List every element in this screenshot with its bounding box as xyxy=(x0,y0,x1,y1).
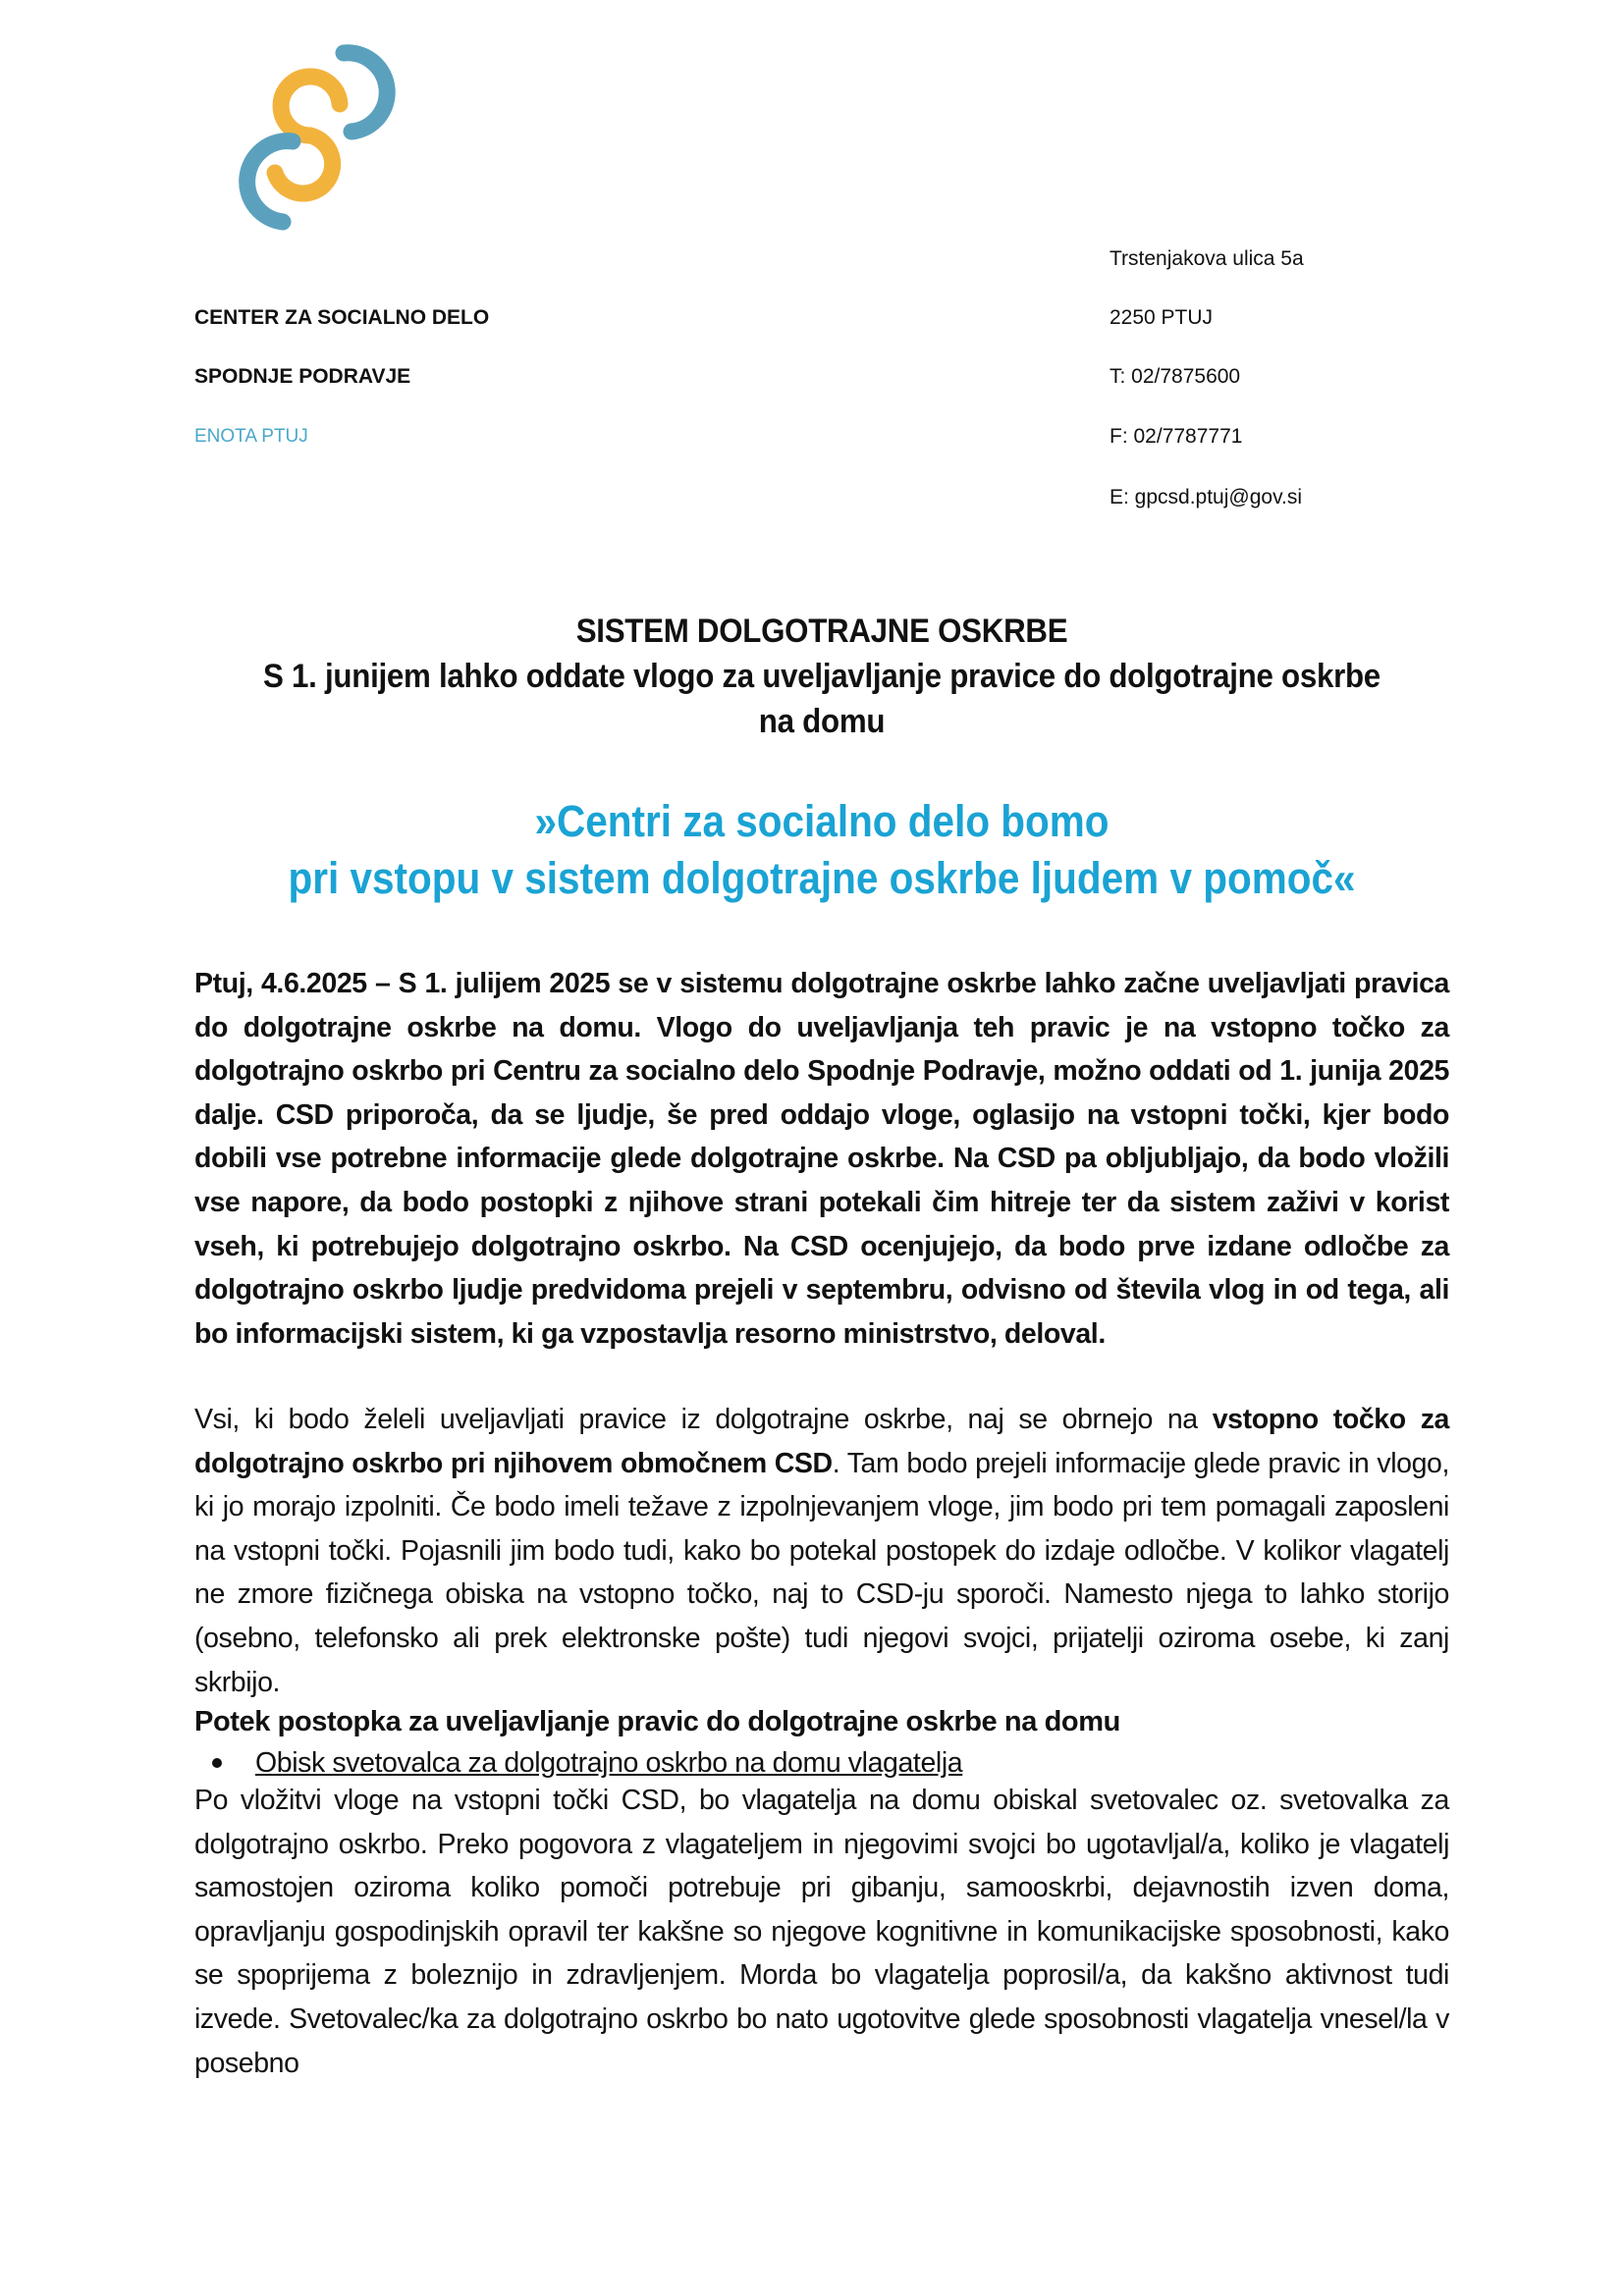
document-heading xyxy=(194,609,1449,744)
second-paragraph-before: Vsi, ki bodo želeli uveljavljati pravice iz dolgotrajne oskrbe, naj se obrnejo na xyxy=(194,1404,1213,1435)
contact-phone: T: 02/7875600 xyxy=(1110,365,1241,388)
org-name-line1: CENTER ZA SOCIALNO DELO xyxy=(194,306,490,329)
contact-city: 2250 PTUJ xyxy=(1110,306,1214,329)
quote-line2: pri vstopu v sistem dolgotrajne oskrbe ljudem v pomoč« xyxy=(288,853,1356,903)
section-title: Potek postopka za uveljavljanje pravic do dolgotrajne oskrbe na domu xyxy=(194,1706,1120,1737)
org-name-line2: SPODNJE PODRAVJE xyxy=(194,365,411,388)
document-subtitle: S 1. junijem lahko oddate vlogo za uveljavljanje pravice do dolgotrajne oskrbe na domu xyxy=(263,658,1380,740)
contact-email: E: gpcsd.ptuj@gov.si xyxy=(1110,486,1303,508)
lead-paragraph: Ptuj, 4.6.2025 – S 1. julijem 2025 se v sistemu dolgotrajne oskrbe lahko začne uveljavljati pravica do dolgotrajne oskrbe na domu. Vlogo do uveljavljanja teh pravic je na vstopno točko za dolgotrajno oskrbo pri Centru za socialno delo Spodnje Podravje, možno oddati od 1. junija 2025 dalje. CSD priporoča, da se ljudje, še pred oddajo vloge, oglasijo na vstopni točki, kjer bodo dobili vse potrebne informacije glede dolgotrajne oskrbe. Na CSD pa obljubljajo, da bodo vložili vse napore, da bodo postopki z njihove strani potekali čim hitreje ter da sistem zaživi v korist vseh, ki potrebujejo dolgotrajno oskrbo. Na CSD ocenjujejo, da bodo prve izdane odločbe za dolgotrajno oskrbo ljudje predvidoma prejeli v septembru, odvisno od števila vlog in od tega, ali bo informacijski sistem, ki ga vzpostavlja resorno ministrstvo, deloval. xyxy=(194,968,1449,1350)
second-paragraph xyxy=(194,1398,1449,1704)
quote-line1: »Centri za socialno delo bomo xyxy=(534,796,1110,846)
highlight-quote xyxy=(194,793,1449,907)
second-paragraph-after: . Tam bodo prejeli informacije glede pravic in vlogo, ki jo morajo izpolniti. Če bodo imeli težave z izpolnjevanjem vloge, jim bodo pri tem pomagali zaposleni na vstopni točki. Pojasnili jim bodo tudi, kako bo potekal postopek do izdaje odločbe. V kolikor vlagatelj ne zmore fizičnega obiska na vstopno točko, naj to CSD-ju sporoči. Namesto njega to lahko storijo (osebno, telefonsko ali prek elektronske pošte) tudi njegovi svojci, prijatelji oziroma osebe, ki zanj skrbijo. xyxy=(194,1447,1449,1698)
org-unit: ENOTA PTUJ xyxy=(194,426,308,447)
contact-fax: F: 02/7787771 xyxy=(1110,425,1243,448)
bullet-item xyxy=(194,1743,962,1783)
bullet-dot-icon xyxy=(212,1758,222,1768)
section-paragraph: Po vložitvi vloge na vstopni točki CSD, bo vlagatelja na domu obiskal svetovalec oz. svetovalka za dolgotrajno oskrbo. Preko pogovora z vlagateljem in njegovimi svojci bo ugotavljal/a, koliko je vlagatelj samostojen oziroma koliko pomoči potrebuje pri gibanju, samooskrbi, dejavnostih izven doma, opravljanju gospodinjskih opravil ter kakšne so njegove kognitivne in komunikacijske sposobnosti, kako se spoprijema z boleznijo in zdravljenjem. Morda bo vlagatelja poprosil/a, da kakšno aktivnost tudi izvede. Svetovalec/ka za dolgotrajno oskrbo bo nato ugotovitve glede sposobnosti vlagatelja vnesel/la v posebno xyxy=(194,1785,1449,2079)
logo-blue-top-arc xyxy=(344,53,387,132)
bullet-text: Obisk svetovalca za dolgotrajno oskrbo na domu vlagatelja xyxy=(255,1747,963,1779)
contact-street: Trstenjakova ulica 5a xyxy=(1110,247,1304,270)
second-paragraph-bold: vstopno točko za dolgotrajno oskrbo pri njihovem območnem CSD xyxy=(194,1404,1450,1479)
csd-logo xyxy=(224,35,401,241)
document-title: SISTEM DOLGOTRAJNE OSKRBE xyxy=(575,613,1068,650)
